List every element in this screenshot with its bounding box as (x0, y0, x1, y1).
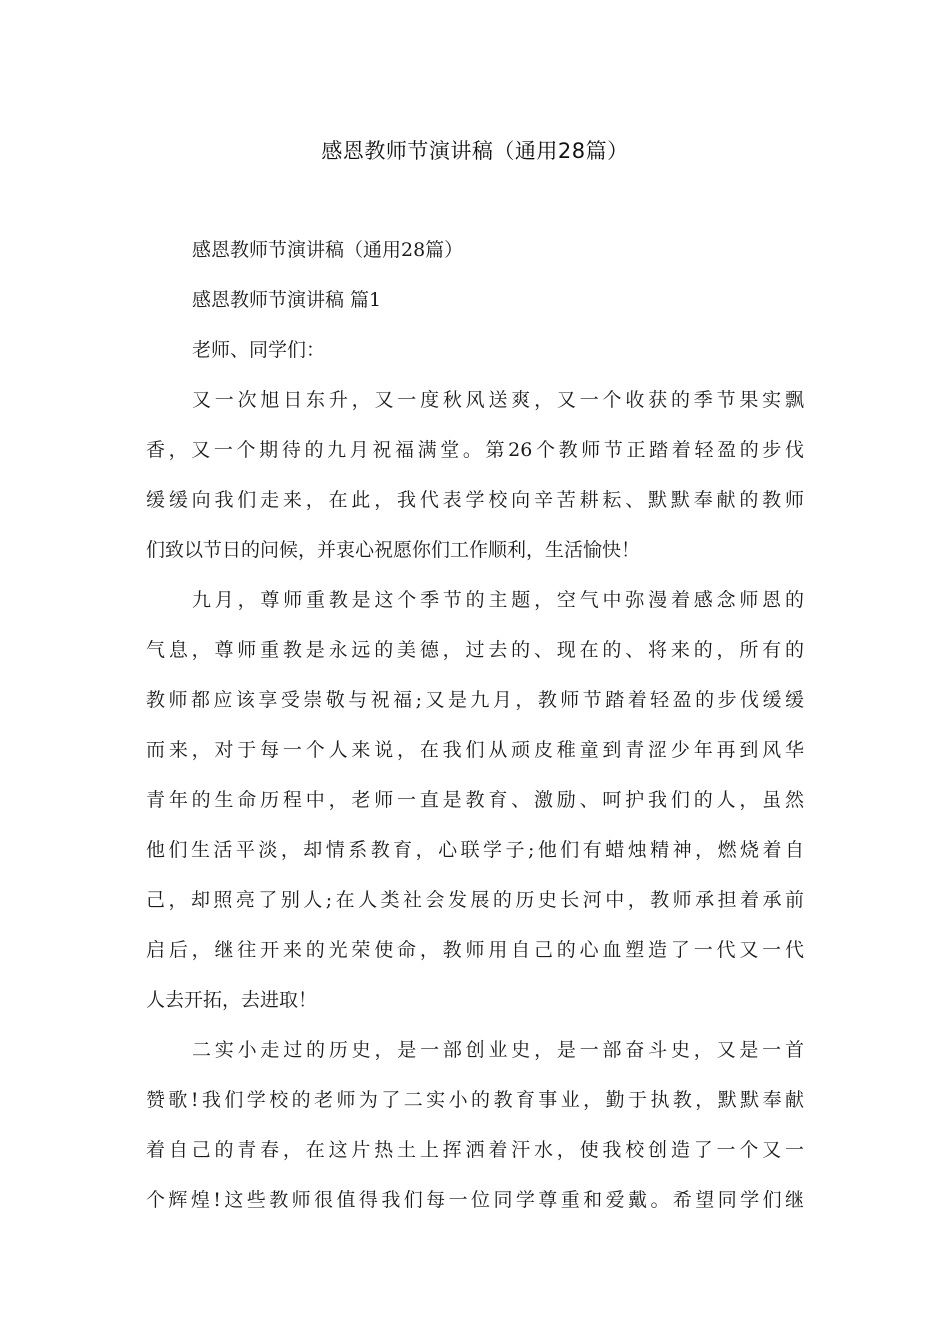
text-line: 个辉煌!这些教师很值得我们每一位同学尊重和爱戴。希望同学们继 (146, 1189, 804, 1211)
text-line: 着自己的青春，在这片热土上挥洒着汗水，使我校创造了一个又一 (146, 1139, 804, 1161)
text-line: 们致以节日的问候，并衷心祝愿你们工作顺利，生活愉快！ (146, 539, 641, 561)
text-line: 他们生活平淡，却情系教育，心联学子;他们有蜡烛精神，燃烧着自 (146, 839, 804, 861)
text-line: 己，却照亮了别人;在人类社会发展的历史长河中，教师承担着承前 (146, 889, 804, 911)
text-line: 气息，尊师重教是永远的美德，过去的、现在的、将来的，所有的 (146, 639, 804, 661)
text-line: 启后，继往开来的光荣使命，教师用自己的心血塑造了一代又一代 (146, 939, 804, 961)
text-line: 又一次旭日东升，又一度秋风送爽，又一个收获的季节果实飘 (192, 389, 804, 411)
text-line: 人去开拓，去进取！ (146, 989, 318, 1011)
text-line: 感恩教师节演讲稿 篇1 (192, 289, 382, 311)
text-line: 青年的生命历程中，老师一直是教育、激励、呵护我们的人，虽然 (146, 789, 804, 811)
text-line: 香，又一个期待的九月祝福满堂。第26个教师节正踏着轻盈的步伐 (146, 439, 804, 461)
text-line: 感恩教师节演讲稿（通用28篇） (192, 239, 464, 261)
document-body (146, 233, 804, 1233)
text-line: 老师、同学们： (192, 339, 326, 361)
text-line: 缓缓向我们走来，在此，我代表学校向辛苦耕耘、默默奉献的教师 (146, 489, 804, 511)
text-line: 赞歌!我们学校的老师为了二实小的教育事业，勤于执教，默默奉献 (146, 1089, 804, 1111)
text-line: 二实小走过的历史，是一部创业史，是一部奋斗史，又是一首 (192, 1039, 804, 1061)
text-line: 而来，对于每一个人来说，在我们从顽皮稚童到青涩少年再到风华 (146, 739, 804, 761)
document-title: 感恩教师节演讲稿（通用28篇） (321, 139, 629, 163)
text-line: 九月，尊师重教是这个季节的主题，空气中弥漫着感念师恩的 (192, 589, 804, 611)
text-line: 教师都应该享受崇敬与祝福;又是九月，教师节踏着轻盈的步伐缓缓 (146, 689, 804, 711)
